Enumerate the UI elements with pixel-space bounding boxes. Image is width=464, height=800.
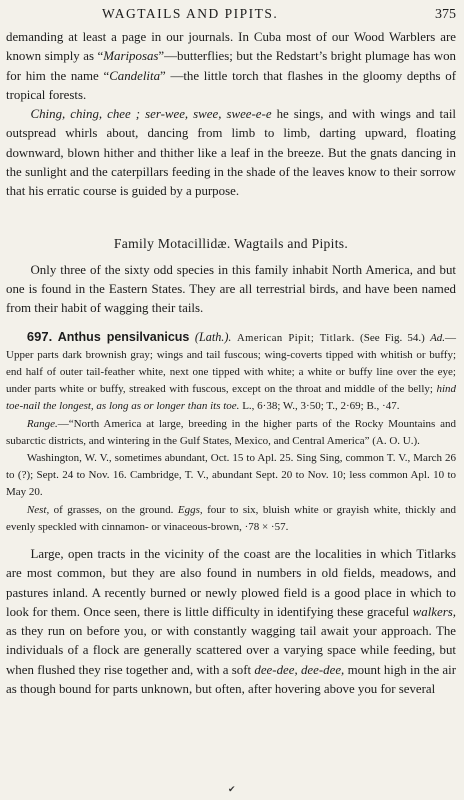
text-run: ”—butterflies; but the Redstart’s bright plumage has won for him the name “ [6, 49, 456, 83]
italic-text: dee-dee, dee-dee, [254, 662, 345, 677]
italic-text: Range. [26, 417, 58, 430]
italic-text: hind toe-nail the longest, as long as or longer than its toe. [6, 383, 456, 413]
paragraph-redstart-cont [6, 28, 456, 105]
italic-text: Mariposas [103, 49, 159, 64]
running-head [0, 6, 464, 28]
text-run: —“North America at large, breeding in the higher parts of the Rocky Mountains and subarctic districts, and wintering in the Gulf States, Mexico, and Central America” (A. O. U.). [6, 417, 456, 447]
species-records: Washington, W. V., sometimes abundant, Oct. 15 to Apl. 25. Sing Sing, common T. V., March 26 to (?); Sept. 24 to Nov. 16. Cambridge, T. V., abundant Sept. 20 to Nov. 10; less common Apl. 10 to May 20. [6, 451, 456, 499]
text-run: four to six, bluish white or grayish white, thickly and evenly speckled with cinnamon- or vinaceous-brown, ·78 × ·57. [6, 503, 456, 533]
text-run: ” —the little torch that flashes in the gloomy depths of tropical forests. [6, 68, 456, 102]
text-run: Large, open tracts in the vicinity of the coast are the localities in which Titlarks are most common, but they are also found in numbers in old fields, meadows, and pastures inland. A recently burned or newly plowed field is a good place in which to look for them. Once seen, there is little difficulty in identifying these graceful [6, 547, 456, 619]
italic-text: Nest, [26, 503, 50, 516]
italic-text: Eggs, [177, 503, 203, 516]
species-authority: (Lath.). [194, 329, 232, 344]
species-nest [6, 502, 456, 536]
text-run: he sings, and with wings and tail outspread whirls about, dancing from limb to limb, darting upward, floating downward, blown hither and thither like a leaf in the breeze. But the gnats dancing in the sunlight and the caterpillars feeding in the shade of the leaves know to their sorrow that his erratic course is guided by a purpose. [6, 107, 456, 199]
text-run: mount high in the air as though bound for parts unknown, but often, after hovering above you for several [6, 662, 456, 697]
running-title: WAGTAILS AND PIPITS. [102, 6, 279, 21]
paragraph-titlarks [6, 545, 456, 699]
species-title [27, 330, 355, 344]
species-account [6, 328, 456, 416]
text-run: of grasses, on the ground. [49, 503, 178, 516]
page-text [0, 28, 464, 699]
species-range [6, 416, 456, 450]
paragraph-redstart-song [6, 105, 456, 201]
species-number: 697. [26, 328, 53, 344]
page-number: 375 [435, 7, 456, 22]
text-run: (See Fig. 54.) [360, 331, 431, 344]
family-heading: Family Motacillidæ. Wagtails and Pipits. [113, 235, 349, 251]
italic-text: Ching, ching, chee ; ser-wee, swee, swee-e-e [30, 107, 272, 122]
italic-text: Ad. [430, 331, 446, 344]
scientific-name: Anthus pensilvanicus [57, 329, 190, 344]
common-names: American Pipit; Titlark. [236, 332, 355, 344]
text-run: demanding at least a page in our journals. In Cuba most of our Wood Warblers are known simply as “ [6, 30, 456, 64]
italic-text: walkers, [412, 604, 456, 619]
text-run: L., 6·38; W., 3·50; T., 2·69; B., ·47. [239, 400, 400, 413]
text-run: as they run on before you, or with constantly wagging tail await your approach. The individuals of a flock are generally scattered over a varying space while feeding, but when flushed they rise together and, with a soft [6, 624, 456, 677]
paragraph-family-intro: Only three of the sixty odd species in this family inhabit North America, and but one is found in the Eastern States. They are all terrestrial birds, and have been named from their habit of wagging their tails. [6, 262, 456, 316]
signature-mark: ✔ [228, 784, 236, 794]
text-run: —Upper parts dark brownish gray; wings and tail fuscous; wing-coverts tipped with whitish or buffy; end half of outer tail-feather white, next one tipped with white; a white or buffy line over the eye; under parts white or buffy, streaked with fuscous, except on the throat and middle of the belly; [6, 331, 457, 396]
italic-text: Candelita [109, 68, 161, 83]
